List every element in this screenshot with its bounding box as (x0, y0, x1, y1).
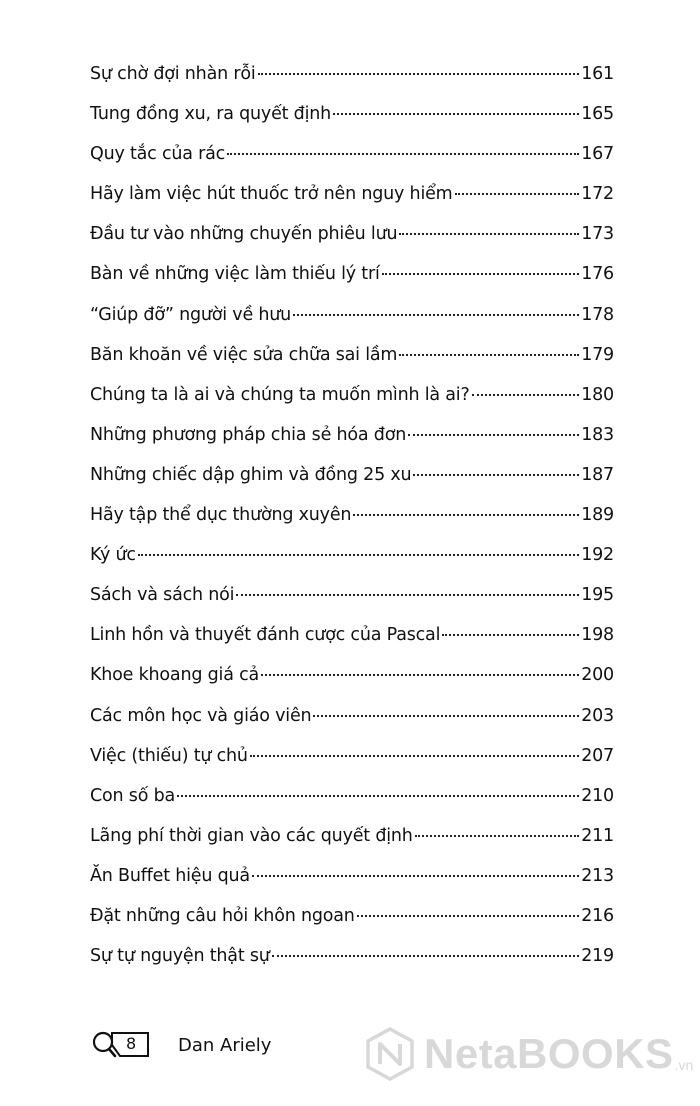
toc-entry (90, 786, 614, 826)
toc-entry (90, 224, 614, 264)
toc-entry-page: 183 (581, 424, 614, 445)
toc-entry-title: Ăn Buffet hiệu quả (90, 865, 250, 886)
toc-entry (90, 746, 614, 786)
toc-entry-title: Chúng ta là ai và chúng ta muốn mình là ai? (90, 384, 470, 405)
toc-entry-page: 173 (581, 224, 614, 245)
magnifier-tag-icon (90, 1026, 152, 1064)
toc-entry-title: Bàn về những việc làm thiếu lý trí (90, 264, 380, 285)
dot-leader (177, 795, 579, 797)
dot-leader (455, 193, 580, 195)
author-name: Dan Ariely (178, 1034, 272, 1056)
toc-entry-title: Các môn học và giáo viên (90, 705, 312, 726)
toc-entry-title: Quy tắc của rác (90, 144, 226, 165)
toc-entry (90, 385, 614, 425)
page-number: 8 (126, 1034, 137, 1053)
dot-leader (408, 434, 579, 436)
toc-entry-page: 176 (581, 264, 614, 285)
toc-entry-page: 211 (581, 825, 614, 846)
toc-entry (90, 505, 614, 545)
toc-entry-title: Hãy làm việc hút thuốc trở nên nguy hiểm (90, 184, 453, 205)
dot-leader (252, 875, 579, 877)
toc-entry-page: 203 (581, 705, 614, 726)
dot-leader (227, 153, 579, 155)
toc-entry (90, 545, 614, 585)
toc-entry-title: Linh hồn và thuyết đánh cược của Pascal (90, 625, 441, 646)
toc-entry (90, 625, 614, 665)
toc-entry-page: 165 (581, 104, 614, 125)
toc-entry-title: Sự chờ đợi nhàn rỗi (90, 64, 256, 84)
dot-leader (250, 755, 579, 757)
toc-entry-page: 192 (581, 545, 614, 566)
dot-leader (258, 73, 580, 75)
toc-entry-page: 179 (581, 344, 614, 365)
toc-entry-page: 187 (581, 464, 614, 485)
toc-entry-title: Lãng phí thời gian vào các quyết định (90, 825, 413, 846)
table-of-contents (90, 64, 614, 986)
toc-entry-page: 210 (581, 785, 614, 806)
toc-entry (90, 826, 614, 866)
dot-leader (261, 674, 579, 676)
dot-leader (353, 514, 579, 516)
dot-leader (442, 634, 579, 636)
toc-entry (90, 345, 614, 385)
dot-leader (236, 594, 579, 596)
dot-leader (413, 474, 579, 476)
toc-entry-title: Việc (thiếu) tự chủ (90, 745, 248, 766)
toc-entry-page: 200 (581, 665, 614, 686)
toc-entry (90, 706, 614, 746)
toc-entry-page: 213 (581, 865, 614, 886)
toc-entry-title: Những chiếc dập ghim và đồng 25 xu (90, 464, 412, 485)
watermark-text: NetaBOOKS (424, 1030, 674, 1077)
toc-entry-title: Đặt những câu hỏi khôn ngoan (90, 905, 355, 926)
toc-entry-title: Những phương pháp chia sẻ hóa đơn (90, 424, 407, 445)
dot-leader (399, 354, 579, 356)
toc-entry-page: 219 (581, 946, 614, 967)
toc-entry-page: 216 (581, 905, 614, 926)
toc-entry (90, 665, 614, 705)
dot-leader (382, 273, 580, 275)
toc-entry-title: Sách và sách nói (90, 585, 235, 606)
toc-entry-title: Băn khoăn về việc sửa chữa sai lầm (90, 344, 398, 365)
dot-leader (415, 835, 580, 837)
toc-entry (90, 425, 614, 465)
netabooks-logo-icon (362, 1026, 418, 1082)
page-number-badge (90, 1026, 152, 1064)
dot-leader (293, 314, 579, 316)
dot-leader (138, 554, 579, 556)
toc-entry-page: 195 (581, 585, 614, 606)
toc-entry (90, 144, 614, 184)
toc-entry-title: “Giúp đỡ” người về hưu (90, 304, 292, 325)
toc-entry-page: 189 (581, 505, 614, 526)
toc-entry-page: 198 (581, 625, 614, 646)
toc-entry (90, 104, 614, 144)
dot-leader (399, 233, 579, 235)
toc-entry-page: 161 (581, 64, 614, 84)
toc-entry-title: Ký ức (90, 545, 136, 566)
toc-entry (90, 264, 614, 304)
toc-entry-page: 180 (581, 384, 614, 405)
toc-entry (90, 184, 614, 224)
toc-entry-title: Con số ba (90, 785, 175, 806)
toc-entry-title: Hãy tập thể dục thường xuyên (90, 505, 352, 526)
toc-entry-title: Tung đồng xu, ra quyết định (90, 104, 332, 125)
dot-leader (357, 915, 580, 917)
dot-leader (313, 715, 579, 717)
dot-leader (272, 955, 580, 957)
toc-entry (90, 305, 614, 345)
toc-entry (90, 866, 614, 906)
page-footer (90, 1026, 271, 1064)
toc-entry-title: Đầu tư vào những chuyến phiêu lưu (90, 224, 398, 245)
netabooks-watermark (362, 1026, 693, 1082)
toc-entry (90, 946, 614, 986)
dot-leader (333, 113, 579, 115)
toc-entry (90, 585, 614, 625)
toc-entry-page: 178 (581, 304, 614, 325)
watermark-suffix: .vn (674, 1057, 694, 1073)
toc-entry-title: Sự tự nguyện thật sự (90, 946, 270, 967)
toc-entry-page: 172 (581, 184, 614, 205)
toc-entry (90, 906, 614, 946)
toc-entry-page: 207 (581, 745, 614, 766)
toc-entry (90, 465, 614, 505)
toc-entry-page: 167 (581, 144, 614, 165)
toc-entry (90, 64, 614, 104)
dot-leader (472, 394, 580, 396)
toc-entry-title: Khoe khoang giá cả (90, 665, 260, 686)
